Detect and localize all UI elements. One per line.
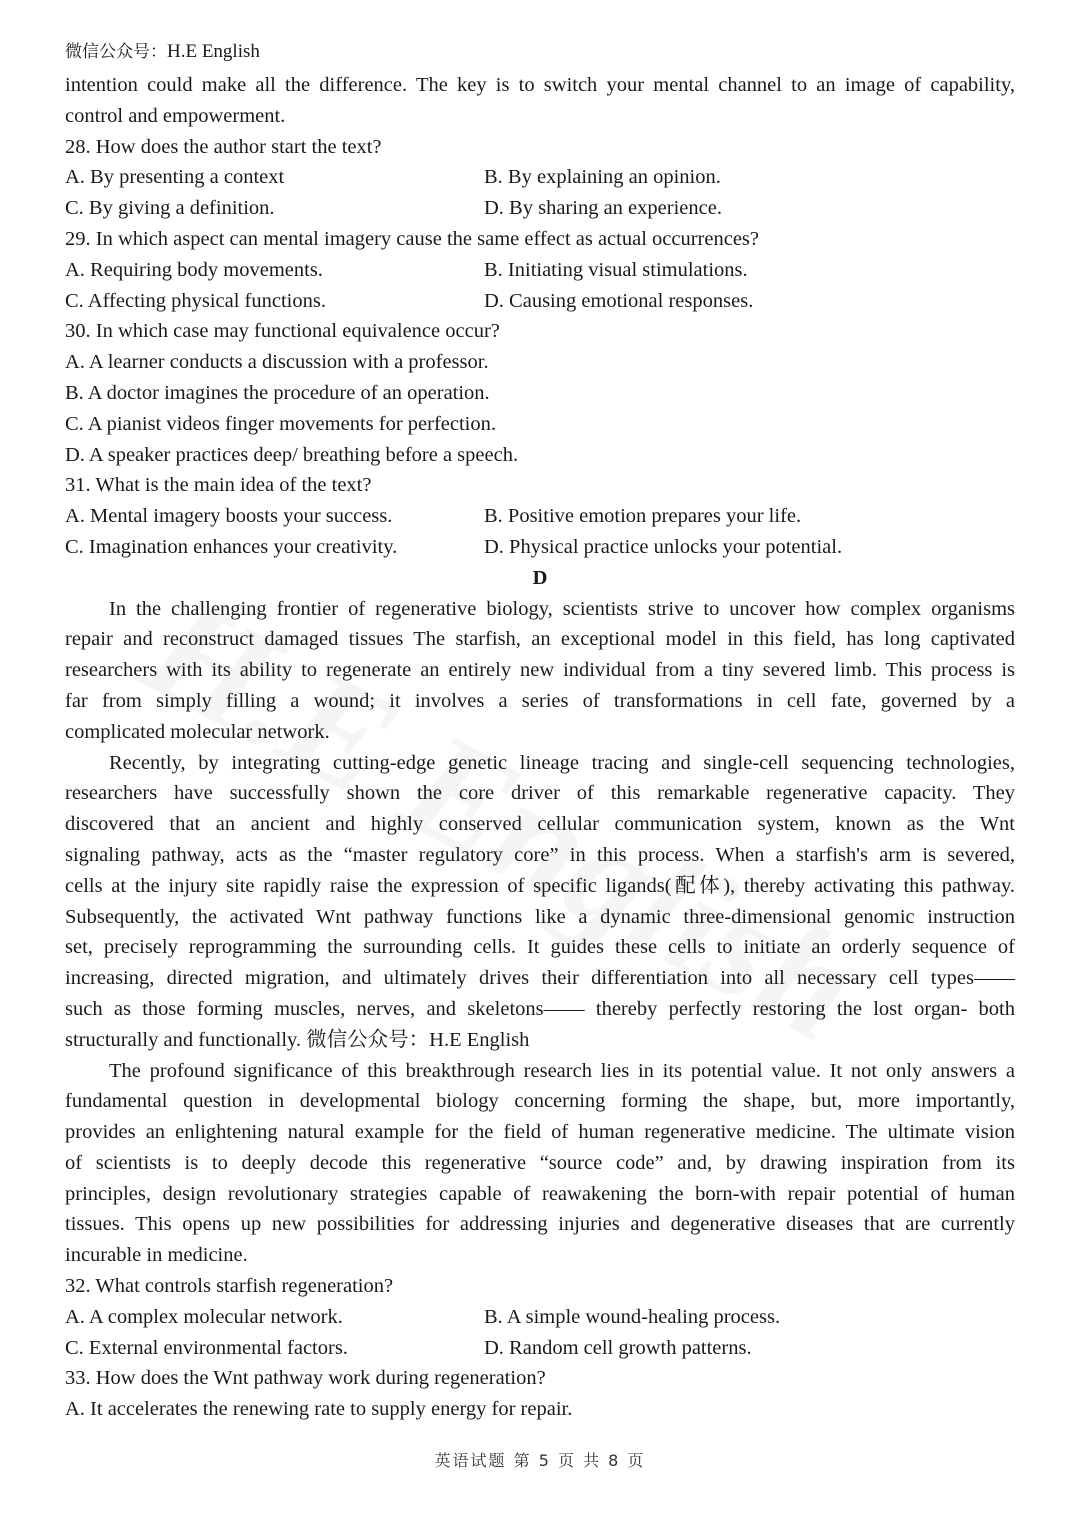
paragraph-line: complicated molecular network. [65, 720, 330, 743]
option-choice: A. Mental imagery boosts your success. [65, 505, 393, 528]
paragraph-line: Recently, by integrating cutting-edge genetic lineage tracing and single-cell sequencing technologies, [109, 751, 1015, 774]
paragraph-line: fundamental question in developmental biology concerning forming the shape, but, more importantly, [65, 1090, 1015, 1113]
option-choice: C. External environmental factors. [65, 1336, 348, 1359]
option-choice: D. Causing emotional responses. [484, 289, 754, 312]
option-choice: D. By sharing an experience. [484, 197, 722, 220]
paragraph-line: tissues. This opens up new possibilities for addressing injuries and degenerative diseases that are currently [65, 1213, 1015, 1236]
option-row [65, 286, 1015, 317]
paragraph [65, 594, 1015, 748]
paragraph-line: control and empowerment. [65, 104, 286, 127]
paragraph-line: In the challenging frontier of regenerative biology, scientists strive to uncover how complex organisms [109, 597, 1015, 620]
paragraph-line: of scientists is to deeply decode this regenerative “source code” and, by drawing inspiration from its [65, 1151, 1015, 1174]
question-line: B. A doctor imagines the procedure of an operation. [65, 381, 490, 404]
question-line: D. A speaker practices deep/ breathing before a speech. [65, 443, 519, 466]
option-choice: D. Random cell growth patterns. [484, 1336, 752, 1359]
paragraph-line: intention could make all the difference. The key is to switch your mental channel to an image of capability, [65, 74, 1015, 96]
option-row [65, 532, 1015, 563]
option-row [65, 193, 1015, 224]
option-choice: A. Requiring body movements. [65, 258, 323, 281]
question-line: 30. In which case may functional equivalence occur? [65, 320, 500, 343]
paragraph-line: far from simply filling a wound; it involves a series of transformations in cell fate, governed by a [65, 689, 1015, 712]
wechat-account: H.E English [167, 41, 260, 62]
paragraph-line: repair and reconstruct damaged tissues The starfish, an exceptional model in this field, has long captivated [65, 628, 1015, 651]
option-choice: B. Initiating visual stimulations. [484, 258, 748, 281]
option-row [65, 162, 1015, 193]
paragraph [65, 1056, 1015, 1272]
question-line: 33. How does the Wnt pathway work during regeneration? [65, 1367, 546, 1390]
option-row [65, 501, 1015, 532]
option-choice: A. A complex molecular network. [65, 1305, 343, 1328]
section-title: D [532, 566, 548, 589]
option-row [65, 1333, 1015, 1364]
paragraph [65, 70, 1015, 132]
wechat-header [65, 40, 260, 64]
paragraph-line: cells at the injury site rapidly raise the expression of specific ligands(配体), thereby activating this pathway. [65, 874, 1015, 897]
paragraph-line: such as those forming muscles, nerves, and skeletons—— thereby perfectly restoring the lost organ- both [65, 997, 1015, 1020]
paragraph-line: Subsequently, the activated Wnt pathway functions like a dynamic three-dimensional genomic instruction [65, 905, 1015, 928]
paragraph-line: set, precisely reprogramming the surrounding cells. It guides these cells to initiate an orderly sequence of [65, 936, 1015, 959]
option-choice: B. By explaining an opinion. [484, 166, 721, 189]
question-line: 32. What controls starfish regeneration? [65, 1275, 394, 1298]
option-choice: C. Imagination enhances your creativity. [65, 535, 398, 558]
paragraph-line: incurable in medicine. [65, 1244, 248, 1267]
question-line: 31. What is the main idea of the text? [65, 474, 372, 497]
paragraph [65, 748, 1015, 1056]
question-line: 29. In which aspect can mental imagery cause the same effect as actual occurrences? [65, 227, 759, 250]
paragraph-line: researchers with its ability to regenerate an entirely new individual from a tiny severed limb. This process is [65, 659, 1015, 682]
paragraph-line: The profound significance of this breakthrough research lies in its potential value. It not only answers a [109, 1059, 1015, 1082]
paragraph-line: signaling pathway, acts as the “master regulatory core” in this process. When a starfish's arm is severed, [65, 843, 1015, 866]
option-row [65, 255, 1015, 286]
wechat-label: 微信公众号： [65, 42, 167, 62]
page-footer: 英语试题 第 5 页 共 8 页 [434, 1451, 646, 1470]
option-choice: C. By giving a definition. [65, 197, 275, 220]
paragraph-line: increasing, directed migration, and ultimately drives their differentiation into all necessary cell types—— [65, 967, 1015, 990]
option-choice: B. A simple wound-healing process. [484, 1305, 781, 1328]
paragraph-line: principles, design revolutionary strategies capable of reawakening the born-with repair potential of human [65, 1182, 1015, 1205]
question-line: 28. How does the author start the text? [65, 135, 382, 158]
option-row [65, 1302, 1015, 1333]
paragraph-line: researchers have successfully shown the core driver of this remarkable regenerative capacity. They [65, 782, 1015, 805]
question-line: A. It accelerates the renewing rate to supply energy for repair. [65, 1398, 573, 1421]
option-choice: D. Physical practice unlocks your potential. [484, 535, 843, 558]
paragraph-line: discovered that an ancient and highly conserved cellular communication system, known as the Wnt [65, 813, 1015, 836]
question-line: C. A pianist videos finger movements for perfection. [65, 412, 496, 435]
question-line: A. A learner conducts a discussion with a professor. [65, 351, 489, 374]
document-body [65, 70, 1015, 1425]
option-choice: C. Affecting physical functions. [65, 289, 326, 312]
paragraph-line: structurally and functionally. 微信公众号：H.E English [65, 1028, 530, 1051]
paragraph-line: provides an enlightening natural example for the field of human regenerative medicine. The ultimate vision [65, 1121, 1015, 1144]
option-choice: B. Positive emotion prepares your life. [484, 505, 802, 528]
option-choice: A. By presenting a context [65, 166, 285, 189]
